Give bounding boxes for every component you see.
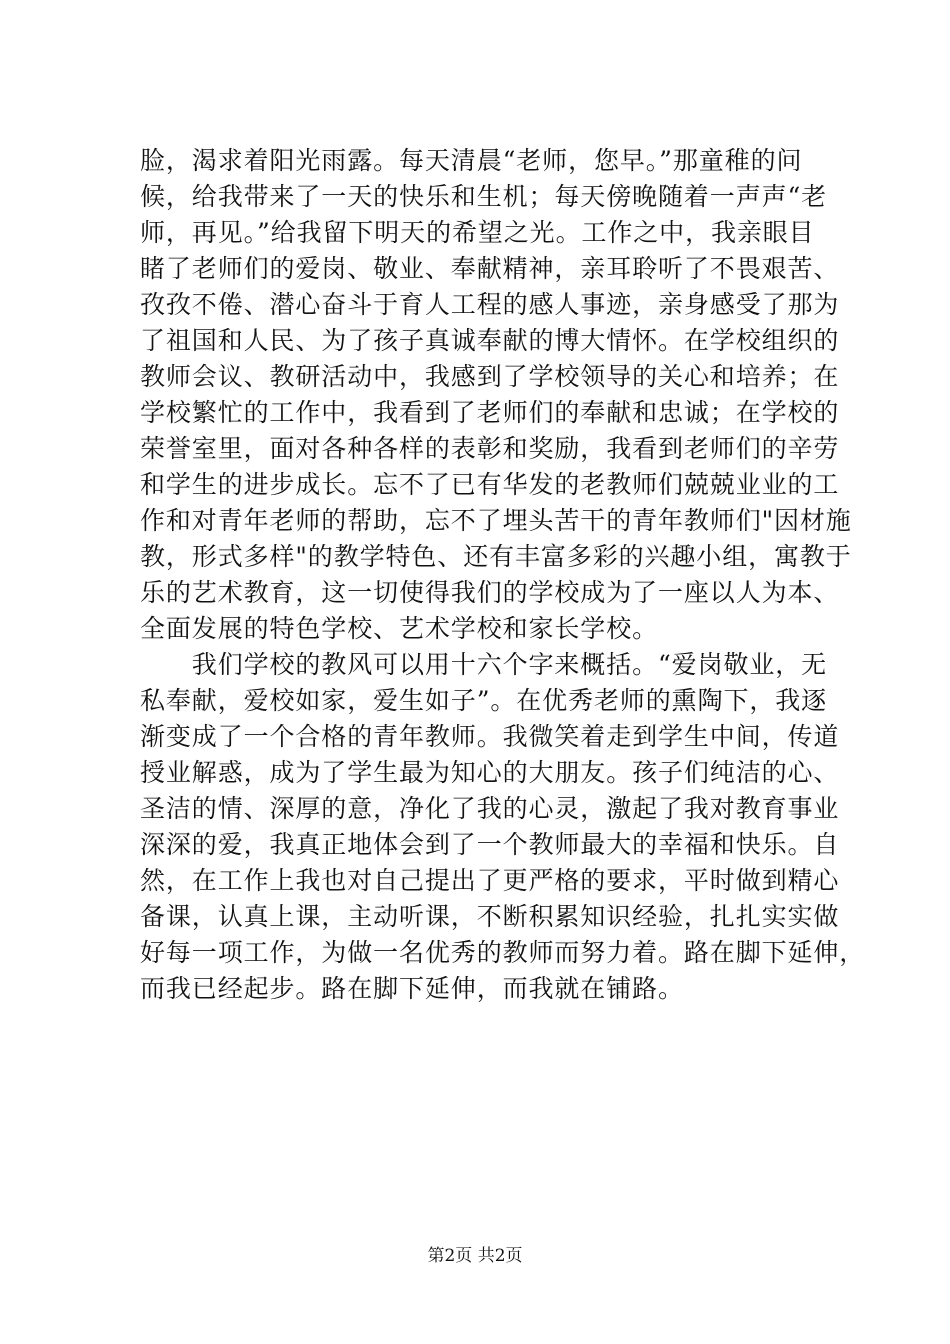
text-line: 候，给我带来了一天的快乐和生机；每天傍晚随着一声声“老 <box>140 182 828 211</box>
text-line: 睹了老师们的爱岗、敬业、奉献精神，亲耳聆听了不畏艰苦、 <box>140 254 840 283</box>
text-line: 而我已经起步。路在脚下延伸，而我就在铺路。 <box>140 974 684 1003</box>
text-line: 备课，认真上课，主动听课，不断积累知识经验，扎扎实实做 <box>140 902 840 931</box>
text-line: 师，再见。”给我留下明天的希望之光。工作之中，我亲眼目 <box>140 218 815 247</box>
page-number-footer: 第2页 共2页 <box>427 1246 523 1266</box>
text-line: 渐变成了一个合格的青年教师。我微笑着走到学生中间，传道 <box>140 722 840 751</box>
text-line: 作和对青年老师的帮助，忘不了埋头苦干的青年教师们"因材施 <box>140 506 852 535</box>
text-line: 了祖国和人民、为了孩子真诚奉献的博大情怀。在学校组织的 <box>140 326 840 355</box>
text-line: 脸，渴求着阳光雨露。每天清晨“老师，您早。”那童稚的问 <box>140 146 803 175</box>
text-line: 授业解惑，成为了学生最为知心的大朋友。孩子们纯洁的心、 <box>140 758 840 787</box>
text-line: 教师会议、教研活动中，我感到了学校领导的关心和培养；在 <box>140 362 840 391</box>
text-line: 深深的爱，我真正地体会到了一个教师最大的幸福和快乐。自 <box>140 830 840 859</box>
text-line: 全面发展的特色学校、艺术学校和家长学校。 <box>140 614 659 643</box>
text-line: 然，在工作上我也对自己提出了更严格的要求，平时做到精心 <box>140 866 840 895</box>
text-line: 圣洁的情、深厚的意，净化了我的心灵，激起了我对教育事业 <box>140 794 840 823</box>
paragraph-start-line: 我们学校的教风可以用十六个字来概括。“爱岗敬业，无 <box>140 650 828 679</box>
text-line: 好每一项工作，为做一名优秀的教师而努力着。路在脚下延伸， <box>140 938 866 967</box>
text-line: 乐的艺术教育，这一切使得我们的学校成为了一座以人为本、 <box>140 578 840 607</box>
text-line: 私奉献，爱校如家，爱生如子”。在优秀老师的熏陶下，我逐 <box>140 686 828 715</box>
text-line: 孜孜不倦、潜心奋斗于育人工程的感人事迹，亲身感受了那为 <box>140 290 840 319</box>
text-line: 荣誉室里，面对各种各样的表彰和奖励，我看到老师们的辛劳 <box>140 434 840 463</box>
text-line: 学校繁忙的工作中，我看到了老师们的奉献和忠诚；在学校的 <box>140 398 840 427</box>
text-line: 和学生的进步成长。忘不了已有华发的老教师们兢兢业业的工 <box>140 470 840 499</box>
text-line: 教，形式多样"的教学特色、还有丰富多彩的兴趣小组，寓教于 <box>140 542 852 571</box>
document-body <box>140 143 866 1007</box>
